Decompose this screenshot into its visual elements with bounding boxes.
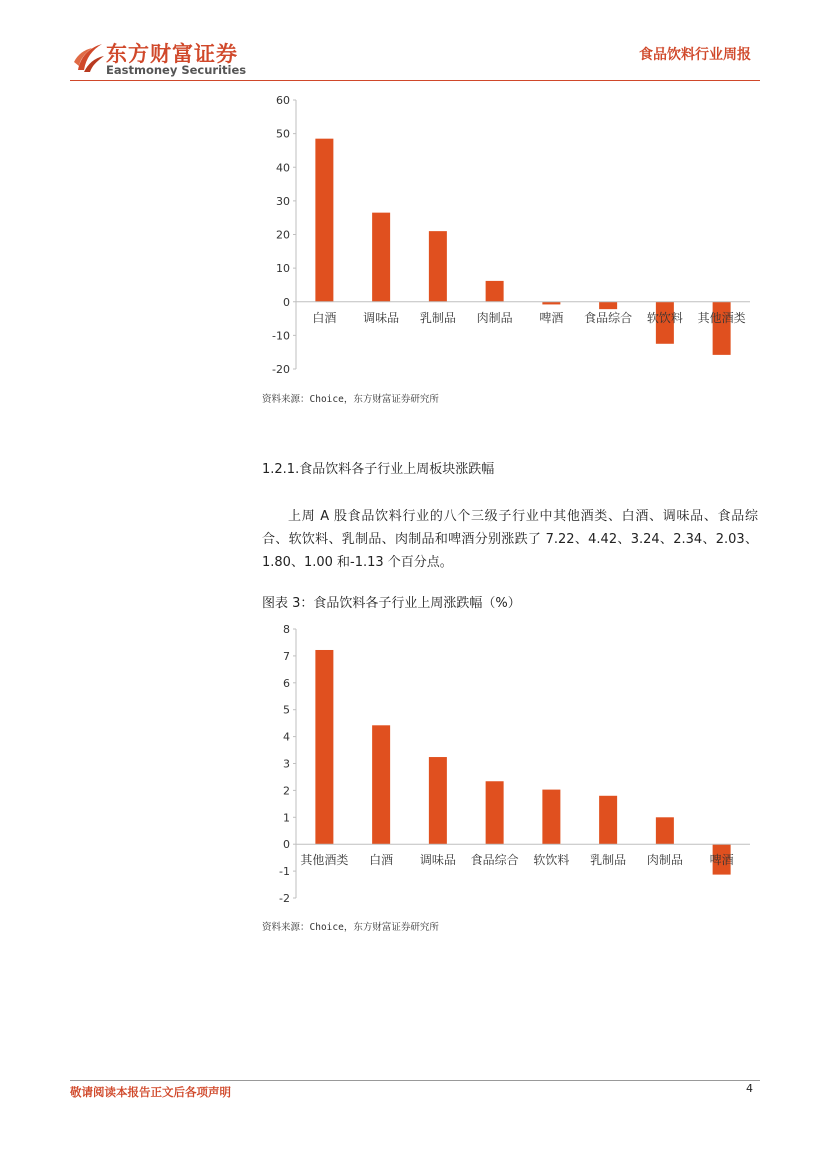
bar [429, 757, 447, 844]
bar [486, 781, 504, 844]
bar [656, 817, 674, 844]
y-tick-label: -1 [279, 865, 290, 879]
category-label: 啤酒 [539, 310, 564, 325]
category-label: 乳制品 [590, 853, 627, 868]
industry-bar-chart [250, 88, 760, 378]
footer-divider [70, 1080, 760, 1081]
category-label: 肉制品 [476, 310, 513, 325]
y-tick-label: 20 [276, 228, 290, 242]
category-label: 其他酒类 [300, 853, 349, 868]
category-label: 白酒 [312, 310, 337, 325]
category-label: 肉制品 [646, 853, 683, 868]
bar [599, 302, 617, 309]
y-tick-label: 50 [276, 127, 290, 141]
category-label: 调味品 [419, 853, 456, 868]
bar [713, 302, 731, 355]
footer-disclaimer: 敬请阅读本报告正文后各项声明 [70, 1085, 231, 1099]
y-tick-label: 0 [283, 838, 290, 852]
y-tick-label: 3 [283, 757, 290, 771]
y-tick-label: 7 [283, 649, 290, 663]
y-tick-label: 6 [283, 676, 290, 690]
section-heading: 1.2.1.食品饮料各子行业上周板块涨跌幅 [262, 462, 495, 477]
chart-1-source: 资料来源：Choice，东方财富证券研究所 [262, 394, 439, 405]
y-tick-label: 60 [276, 94, 290, 107]
category-label: 调味品 [363, 310, 400, 325]
section-paragraph: 上周 A 股食品饮料行业的八个三级子行业中其他酒类、白酒、调味品、食品综合、软饮料、乳制品、肉制品和啤酒分别涨跌了 7.22、4.42、3.24、2.34、2.03、1.80、1.00 和-1.13 个百分点。 [262, 509, 758, 570]
category-label: 啤酒 [709, 853, 734, 868]
bar [599, 796, 617, 844]
brand-name-en: Eastmoney Securities [106, 63, 247, 77]
header-divider [70, 80, 760, 81]
bar [542, 790, 560, 845]
category-label: 食品综合 [470, 853, 519, 868]
subsector-bar-chart [250, 617, 760, 907]
chart-2-source: 资料来源：Choice，东方财富证券研究所 [262, 922, 439, 933]
y-tick-label: -20 [272, 363, 290, 376]
report-title: 食品饮料行业周报 [639, 47, 751, 63]
bar [372, 213, 390, 302]
category-label: 软饮料 [533, 853, 570, 868]
category-label: 其他酒类 [697, 310, 746, 325]
category-label: 软饮料 [646, 310, 683, 325]
bar [429, 231, 447, 302]
y-tick-label: 2 [283, 784, 290, 798]
y-tick-label: 8 [283, 623, 290, 636]
y-tick-label: 0 [283, 295, 290, 309]
bar [315, 139, 333, 302]
y-tick-label: -10 [272, 329, 290, 343]
y-tick-label: 40 [276, 161, 290, 175]
y-tick-label: 1 [283, 811, 290, 825]
page-number: 4 [746, 1082, 753, 1095]
brand-name-cn: 东方财富证券 [106, 42, 238, 66]
category-label: 乳制品 [419, 310, 456, 325]
category-label: 白酒 [369, 853, 394, 868]
y-tick-label: -2 [279, 892, 290, 905]
y-tick-label: 30 [276, 194, 290, 208]
bar [486, 281, 504, 302]
y-tick-label: 5 [283, 703, 290, 717]
y-tick-label: 4 [283, 730, 290, 744]
category-label: 食品综合 [584, 310, 633, 325]
figure-3-title: 图表 3：食品饮料各子行业上周涨跌幅（%） [262, 596, 521, 611]
bar [315, 650, 333, 844]
bar [372, 725, 390, 844]
y-tick-label: 10 [276, 262, 290, 276]
eastmoney-logo-icon [70, 40, 106, 76]
